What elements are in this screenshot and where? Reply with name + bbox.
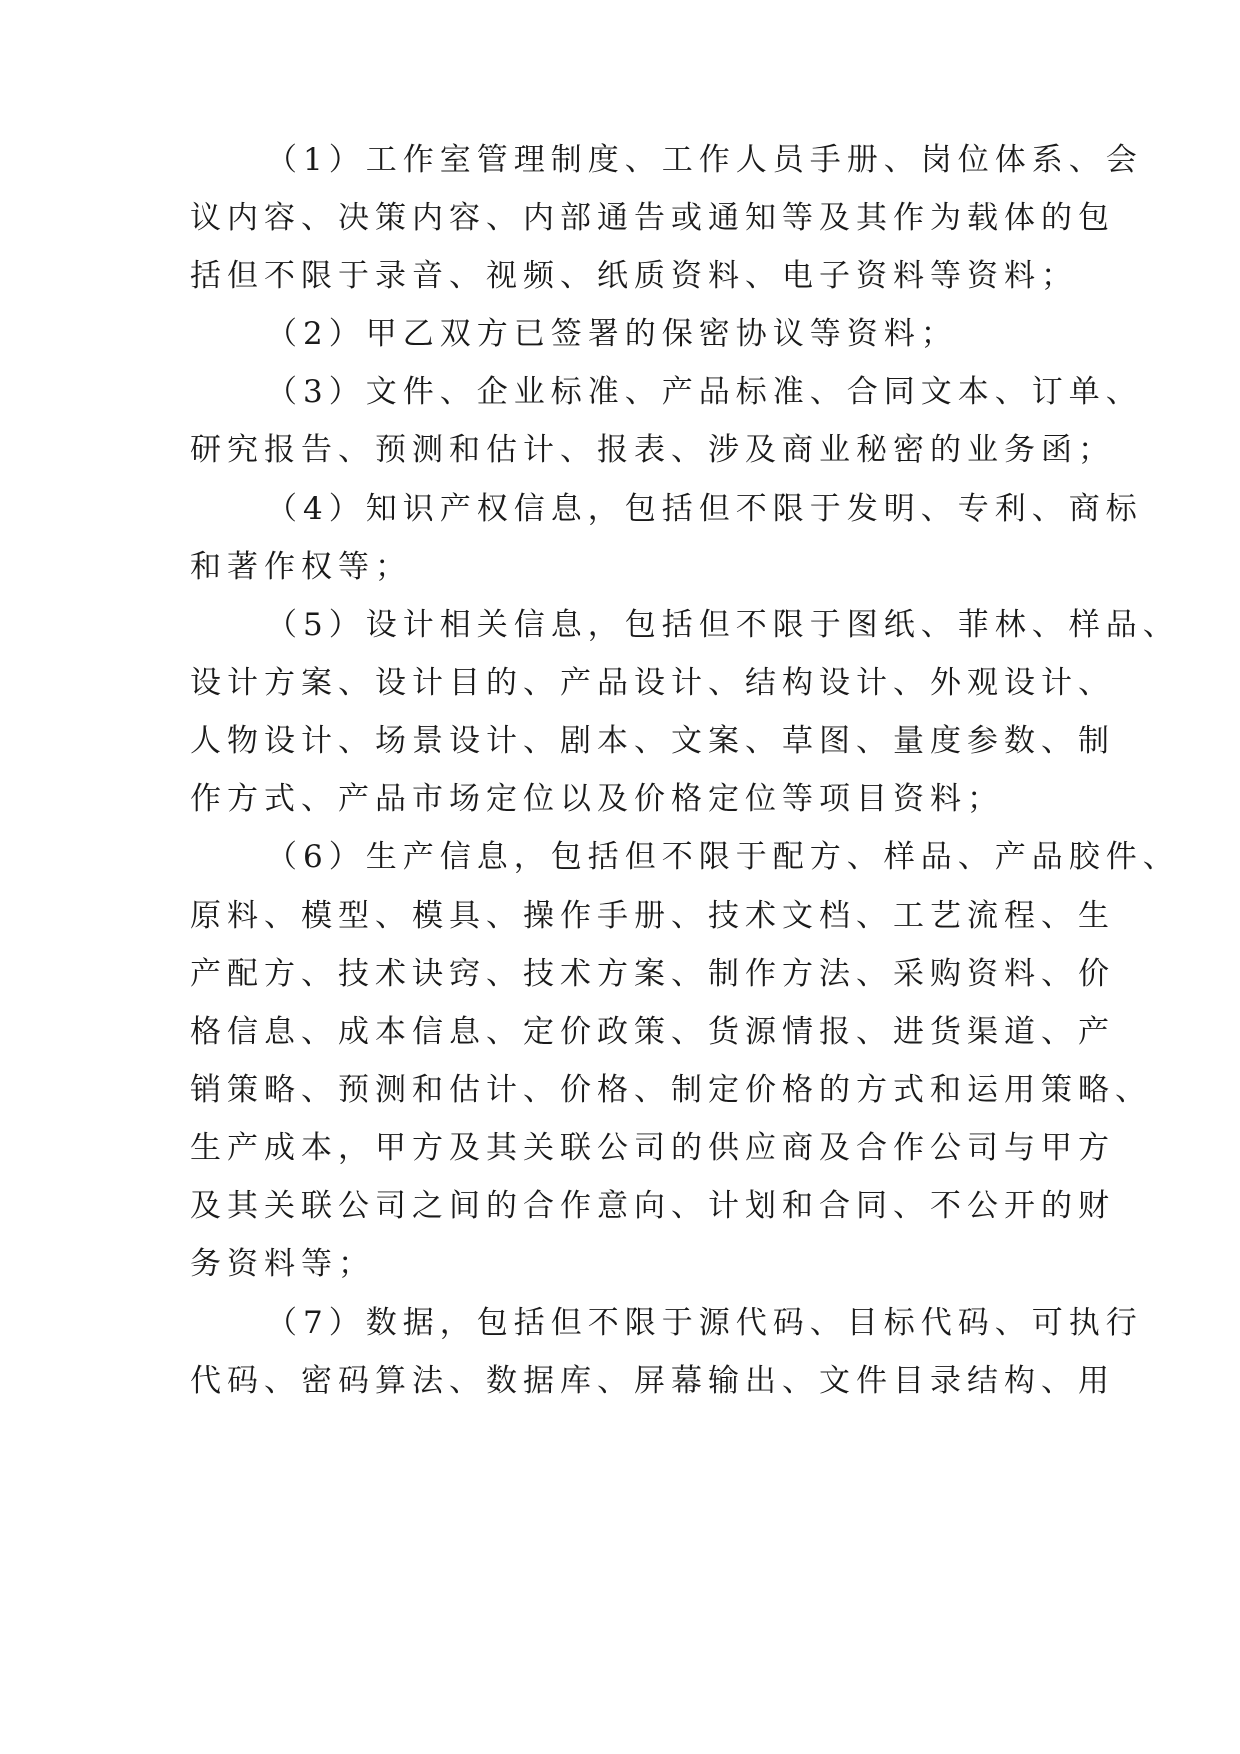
paragraph-line: （4）知识产权信息，包括但不限于发明、专利、商标 [266,491,1143,527]
paragraph-line: （1）工作室管理制度、工作人员手册、岗位体系、会 [266,142,1143,178]
paragraph-line: （6）生产信息，包括但不限于配方、样品、产品胶件、 [266,839,1180,875]
paragraph-line: 格信息、成本信息、定价政策、货源情报、进货渠道、产 [190,1014,1115,1050]
paragraph-line: 生产成本，甲方及其关联公司的供应商及合作公司与甲方 [190,1130,1115,1166]
paragraph-line: 作方式、产品市场定位以及价格定位等项目资料； [190,781,1004,817]
paragraph-line: 销策略、预测和估计、价格、制定价格的方式和运用策略、 [190,1072,1152,1108]
paragraph-line: 及其关联公司之间的合作意向、计划和合同、不公开的财 [190,1188,1115,1224]
paragraph-line: （2）甲乙双方已签署的保密协议等资料； [266,316,958,352]
paragraph-line: 代码、密码算法、数据库、屏幕输出、文件目录结构、用 [190,1363,1115,1399]
paragraph-line: 务资料等； [190,1246,375,1282]
paragraph-line: 和著作权等； [190,549,412,585]
paragraph-line: 原料、模型、模具、操作手册、技术文档、工艺流程、生 [190,898,1115,934]
paragraph-line: （5）设计相关信息，包括但不限于图纸、菲林、样品、 [266,607,1180,643]
paragraph-line: 议内容、决策内容、内部通告或通知等及其作为载体的包 [190,200,1115,236]
paragraph-line: （7）数据，包括但不限于源代码、目标代码、可执行 [266,1305,1143,1341]
paragraph-line: 研究报告、预测和估计、报表、涉及商业秘密的业务函； [190,432,1115,468]
paragraph-line: 产配方、技术诀窍、技术方案、制作方法、采购资料、价 [190,956,1115,992]
paragraph-line: （3）文件、企业标准、产品标准、合同文本、订单、 [266,374,1143,410]
paragraph-line: 设计方案、设计目的、产品设计、结构设计、外观设计、 [190,665,1115,701]
paragraph-line: 括但不限于录音、视频、纸质资料、电子资料等资料； [190,258,1078,294]
paragraph-line: 人物设计、场景设计、剧本、文案、草图、量度参数、制 [190,723,1115,759]
